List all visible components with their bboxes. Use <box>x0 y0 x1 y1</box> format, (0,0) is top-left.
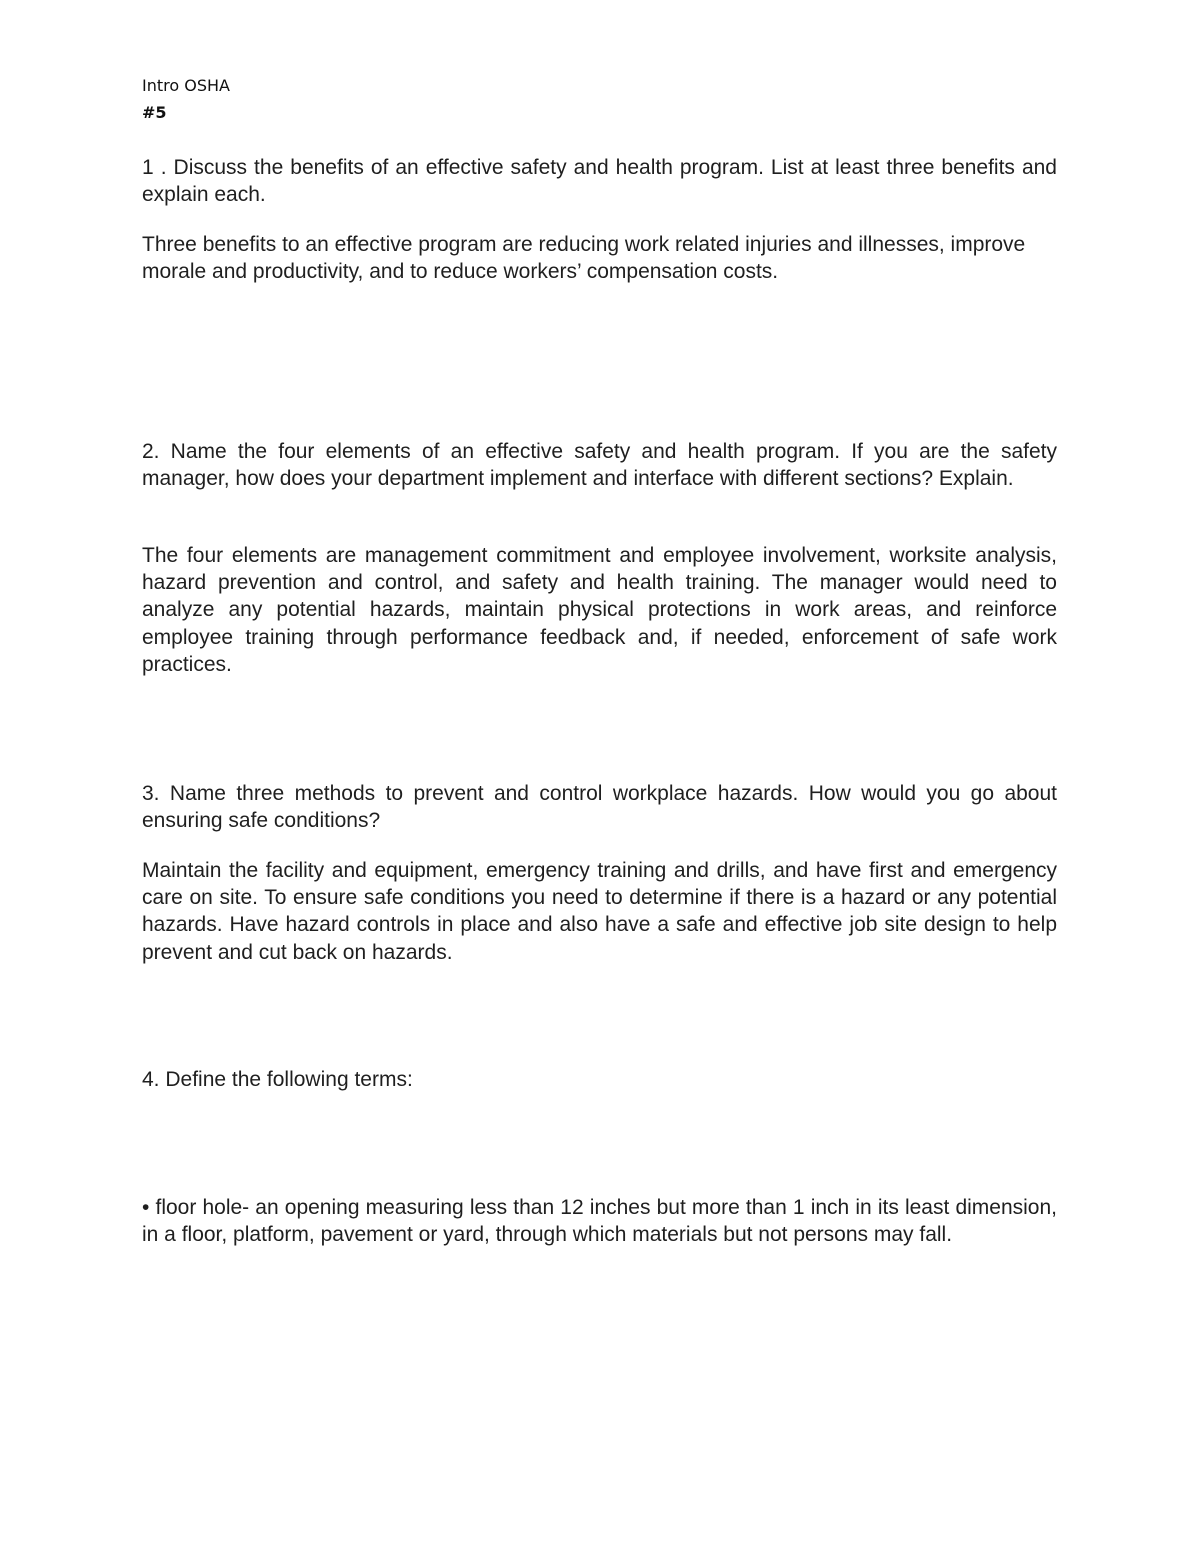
document-title: Intro OSHA <box>142 76 230 95</box>
term-floor-hole: • floor hole- an opening measuring less than 12 inches but more than 1 inch in its least dimension, in a floor, platform, pavement or yard, through which materials but not persons may fall. <box>142 1196 1057 1247</box>
answer-2: The four elements are management commitment and employee involvement, worksite analysis, hazard prevention and control, and safety and health training. The manager would need to analyze any potential hazards, maintain physical protections in work areas, and reinforce employee training through performance feedback and, if needed, enforcement of safe work practices. <box>142 544 1057 676</box>
question-1: 1 . Discuss the benefits of an effective safety and health program. List at least three benefits and explain each. <box>142 156 1057 207</box>
question-3: 3. Name three methods to prevent and control workplace hazards. How would you go about ensuring safe conditions? <box>142 782 1057 833</box>
answer-1: Three benefits to an effective program are reducing work related injuries and illnesses, improve morale and productivity, and to reduce workers’ compensation costs. <box>142 233 1026 284</box>
assignment-number: #5 <box>142 103 167 122</box>
question-2: 2. Name the four elements of an effective safety and health program. If you are the safety manager, how does your department implement and interface with different sections? Explain. <box>142 440 1057 491</box>
answer-3: Maintain the facility and equipment, emergency training and drills, and have first and emergency care on site. To ensure safe conditions you need to determine if there is a hazard or any potential hazards. Have hazard controls in place and also have a safe and effective job site design to help prevent and cut back on hazards. <box>142 859 1057 964</box>
question-4: 4. Define the following terms: <box>142 1068 413 1091</box>
